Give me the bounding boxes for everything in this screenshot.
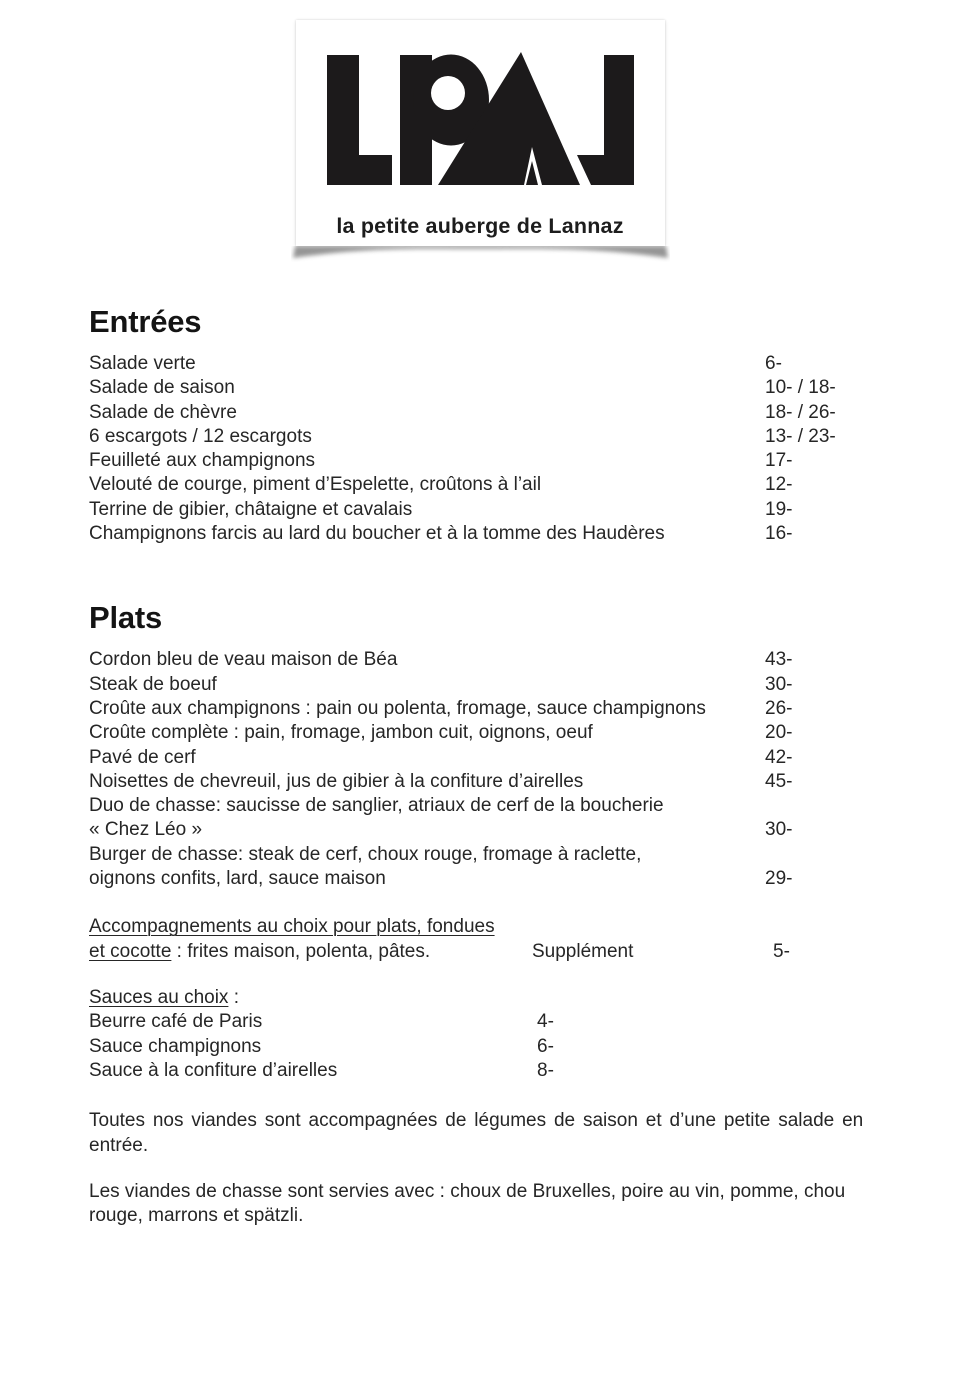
menu-item-price: 20- [765, 722, 793, 744]
supplement-label: Supplément [532, 940, 634, 962]
menu-item-price: 6- [537, 1035, 554, 1057]
menu-item-name: Pavé de cerf [89, 746, 196, 768]
menu-item-price: 42- [765, 746, 793, 768]
menu-item-row [89, 770, 895, 794]
menu-item-price: 19- [765, 498, 793, 520]
menu-item-name: Salade de chèvre [89, 401, 237, 423]
menu-item-name: Champignons farcis au lard du boucher et à la tomme des Haudères [89, 523, 665, 545]
menu-item-name: Cordon bleu de veau maison de Béa [89, 649, 398, 671]
menu-item-row [89, 843, 895, 892]
card-curl-shadow [291, 246, 670, 262]
accompagnements-title-line1 [89, 915, 895, 939]
menu-item-price: 10- / 18- [765, 377, 836, 399]
menu [89, 306, 895, 1229]
menu-item-price: 8- [537, 1059, 554, 1081]
supplement-price: 5- [773, 940, 790, 962]
menu-item-row [89, 401, 895, 425]
lpal-logo-icon [327, 50, 634, 185]
menu-item-price: 17- [765, 450, 793, 472]
logo-card [296, 20, 665, 246]
accompagnements-underlined-text: et cocotte [89, 940, 172, 962]
menu-item-name-line1: Duo de chasse: saucisse de sanglier, atriaux de cerf de la boucherie [89, 795, 664, 817]
note-viandes [89, 1109, 895, 1158]
menu-item-price: 26- [765, 697, 793, 719]
sauces-title-colon: : [228, 986, 239, 1008]
menu-item-price: 18- / 26- [765, 401, 836, 423]
menu-item-name: Steak de boeuf [89, 673, 217, 695]
sauces-title-row [89, 986, 895, 1010]
menu-item-row [89, 746, 895, 770]
menu-item-row [89, 673, 895, 697]
menu-item-price: 43- [765, 649, 793, 671]
menu-item-row [89, 1035, 895, 1059]
plats-list [89, 648, 895, 891]
section-title-plats: Plats [89, 600, 163, 636]
menu-item-name: Sauce à la confiture d’airelles [89, 1059, 338, 1081]
note-line: rouge, marrons et spätzli. [89, 1205, 304, 1227]
menu-item-name: Feuilleté aux champignons [89, 450, 316, 472]
menu-item-row [89, 498, 895, 522]
note-line: entrée. [89, 1134, 149, 1156]
menu-item-name: Croûte complète : pain, fromage, jambon cuit, oignons, oeuf [89, 722, 593, 744]
accompagnements-title-line2 [89, 940, 895, 964]
menu-item-row [89, 425, 895, 449]
menu-item-row [89, 794, 895, 843]
menu-item-name: Croûte aux champignons : pain ou polenta, fromage, sauce champignons [89, 697, 706, 719]
menu-item-price: 29- [765, 868, 793, 890]
menu-item-row [89, 648, 895, 672]
logo-tagline: la petite auberge de Lannaz [336, 214, 624, 238]
menu-item-price: 45- [765, 770, 793, 792]
menu-item-row [89, 721, 895, 745]
menu-item-row [89, 449, 895, 473]
menu-item-name: Sauce champignons [89, 1035, 262, 1057]
menu-item-price: 13- / 23- [765, 425, 836, 447]
menu-item-price: 30- [765, 673, 793, 695]
menu-item-name: Salade verte [89, 353, 196, 374]
menu-item-row [89, 697, 895, 721]
menu-item-price: 4- [537, 1011, 554, 1033]
menu-item-name: Noisettes de chevreuil, jus de gibier à la confiture d’airelles [89, 770, 584, 792]
menu-item-row [89, 1059, 895, 1083]
menu-item-price: 6- [765, 353, 782, 374]
menu-item-price: 16- [765, 523, 793, 545]
menu-item-name: Terrine de gibier, châtaigne et cavalais [89, 498, 413, 520]
menu-item-name: Salade de saison [89, 377, 235, 399]
menu-item-name-line1: Burger de chasse: steak de cerf, choux rouge, fromage à raclette, [89, 843, 642, 865]
menu-item-price: 30- [765, 819, 793, 841]
menu-item-row [89, 352, 895, 376]
menu-item-row [89, 522, 895, 546]
menu-item-price: 12- [765, 474, 793, 496]
sauces-list [89, 1010, 895, 1083]
sauces-underlined-title: Sauces au choix [89, 986, 229, 1008]
menu-item-row [89, 473, 895, 497]
menu-item-row [89, 376, 895, 400]
menu-item-name: 6 escargots / 12 escargots [89, 425, 312, 447]
menu-item-name: Beurre café de Paris [89, 1011, 263, 1033]
section-title-entrees: Entrées [89, 304, 202, 339]
menu-item-name-line2: oignons confits, lard, sauce maison [89, 868, 386, 890]
menu-item-name-line2: « Chez Léo » [89, 819, 203, 841]
note-chasse [89, 1180, 895, 1229]
accompagnements-underlined-text: Accompagnements au choix pour plats, fondues [89, 916, 495, 938]
menu-item-row [89, 1010, 895, 1034]
accompagnements-description: : frites maison, polenta, pâtes. [171, 940, 431, 962]
accompagnements-block [89, 915, 895, 964]
menu-item-name: Velouté de courge, piment d’Espelette, croûtons à l’ail [89, 474, 542, 496]
note-line: Toutes nos viandes sont accompagnées de légumes de saison et d’une petite salade en [89, 1110, 864, 1132]
note-line: Les viandes de chasse sont servies avec : choux de Bruxelles, poire au vin, pomme, chou [89, 1180, 846, 1202]
entrees-list [89, 352, 895, 546]
